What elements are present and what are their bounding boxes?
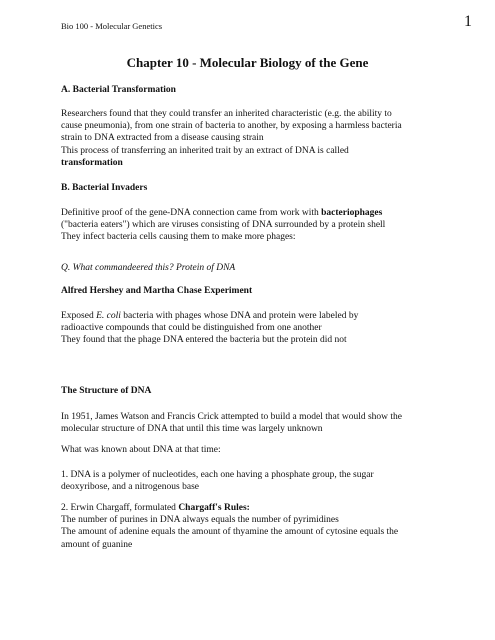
term-bacteriophages: bacteriophages	[321, 208, 383, 218]
chapter-title: Chapter 10 - Molecular Biology of the Gene	[126, 55, 369, 70]
section-a-heading: A. Bacterial Transformation	[61, 85, 176, 95]
section-a-line: Researchers found that they could transfer an inherited characteristic (e.g. the ability to	[61, 109, 392, 119]
section-a-line: This process of transferring an inherited trait by an extract of DNA is called	[61, 145, 349, 156]
section-a-line: strain to DNA extracted from a disease causing strain	[61, 133, 264, 144]
structure-line: molecular structure of DNA that until this time was largely unknown	[61, 424, 323, 435]
experiment-line: radioactive compounds that could be distinguished from one another	[61, 323, 322, 334]
section-b-body	[61, 207, 451, 244]
section-a-line: cause pneumonia), from one strain of bacteria to another, by exposing a harmless bacteria	[61, 121, 402, 132]
item-2-line: The number of purines in DNA always equals the number of pyrimidines	[61, 515, 339, 526]
structure-heading: The Structure of DNA	[61, 386, 152, 396]
page-number: 1	[464, 13, 472, 30]
term-chargaffs-rules: Chargaff's Rules:	[178, 503, 250, 513]
item-1	[61, 469, 451, 493]
term-transformation: transformation	[61, 157, 123, 168]
experiment-line: They found that the phage DNA entered the bacteria but the protein did not	[61, 335, 347, 346]
running-header: Bio 100 - Molecular Genetics	[61, 21, 163, 31]
item-2	[61, 502, 451, 551]
section-b-text: Definitive proof of the gene-DNA connection came from work with	[61, 208, 322, 218]
structure-line: In 1951, James Watson and Francis Crick attempted to build a model that would show the	[61, 412, 403, 422]
section-b-heading: B. Bacterial Invaders	[61, 183, 148, 193]
item-2-text: 2. Erwin Chargaff, formulated	[61, 503, 179, 513]
experiment-heading: Alfred Hershey and Martha Chase Experiment	[61, 286, 253, 296]
experiment-text: bacteria with phages whose DNA and protein were labeled by	[120, 311, 359, 321]
item-1-line: 1. DNA is a polymer of nucleotides, each one having a phosphate group, the sugar	[61, 470, 374, 480]
item-1-line: deoxyribose, and a nitrogenous base	[61, 482, 199, 493]
question-line: Q. What commandeered this? Protein of DNA	[61, 263, 236, 273]
item-2-line	[61, 502, 451, 514]
structure-intro	[61, 411, 451, 435]
experiment-text: Exposed	[61, 311, 97, 321]
item-2-line: amount of guanine	[61, 539, 133, 550]
section-b-line	[61, 207, 451, 219]
experiment-body	[61, 310, 451, 347]
known-line: What was known about DNA at that time:	[61, 445, 221, 455]
item-2-line: The amount of adenine equals the amount of thyamine the amount of cytosine equals the	[61, 527, 399, 538]
section-a-body	[61, 108, 451, 169]
section-b-line: ("bacteria eaters") which are viruses consisting of DNA surrounded by a protein shell	[61, 220, 386, 231]
section-b-line: They infect bacteria cells causing them to make more phages:	[61, 232, 296, 243]
experiment-line	[61, 310, 451, 322]
organism-name: E. coli	[96, 311, 121, 321]
